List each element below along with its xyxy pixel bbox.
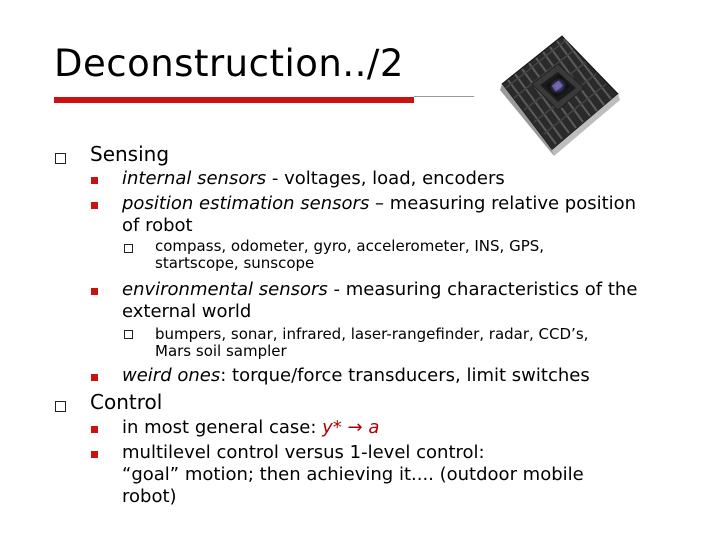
environmental-sensors-term: environmental sensors xyxy=(122,279,328,300)
weird-ones-item xyxy=(122,365,590,387)
bullet-level1-sensing xyxy=(55,153,66,164)
environmental-sub-line2: Mars soil sampler xyxy=(155,342,287,360)
multilevel-line1: multilevel control versus 1-level control: xyxy=(122,442,485,463)
environmental-sub-item xyxy=(155,326,588,360)
weird-ones-term: weird ones xyxy=(122,365,221,386)
bullet-level2-weird xyxy=(91,374,98,381)
position-sensors-item xyxy=(122,193,692,237)
internal-sensors-item xyxy=(122,168,505,190)
position-sub-line2: startscope, sunscope xyxy=(155,254,315,272)
internal-sensors-term: internal sensors xyxy=(122,168,267,189)
camera-sensor-chip-icon xyxy=(492,22,622,158)
bullet-level2-internal xyxy=(91,177,98,184)
bullet-level3-position-sub xyxy=(124,244,133,253)
slide-title: Deconstruction../2 xyxy=(54,42,404,85)
bullet-level3-environmental-sub xyxy=(124,330,133,339)
bullet-level2-environmental xyxy=(91,288,98,295)
arrow-right-icon: → xyxy=(341,417,369,438)
internal-sensors-desc: - voltages, load, encoders xyxy=(266,168,505,189)
bullet-level2-general xyxy=(91,426,98,433)
multilevel-line3: robot) xyxy=(122,486,177,507)
environmental-sub-line1: bumpers, sonar, infrared, laser-rangefinder, radar, CCD’s, xyxy=(155,325,589,343)
position-sensors-desc: – measuring relative position xyxy=(369,193,637,214)
position-sub-item xyxy=(155,238,544,272)
sensing-label: Sensing xyxy=(90,142,170,166)
position-sub-line1: compass, odometer, gyro, accelerometer, INS, GPS, xyxy=(155,237,545,255)
position-sensors-term: position estimation sensors xyxy=(122,193,370,214)
bullet-level2-multilevel xyxy=(91,451,98,458)
title-underline-red xyxy=(54,97,414,103)
general-case-a: a xyxy=(368,417,380,438)
multilevel-line2: “goal” motion; then achieving it.... (outdoor mobile xyxy=(122,464,584,485)
environmental-sensors-item xyxy=(122,279,692,323)
bullet-level1-control xyxy=(55,401,66,412)
bullet-level2-position xyxy=(91,202,98,209)
general-case-y: y* xyxy=(322,417,342,438)
general-case-item xyxy=(122,417,379,439)
multilevel-control-item xyxy=(122,442,584,508)
control-label: Control xyxy=(90,390,163,414)
environmental-sensors-line2: external world xyxy=(122,301,252,322)
environmental-sensors-desc: - measuring characteristics of the xyxy=(327,279,638,300)
general-case-text: in most general case: xyxy=(122,417,323,438)
position-sensors-line2: of robot xyxy=(122,215,193,236)
title-underline-thin xyxy=(414,96,474,97)
weird-ones-desc: : torque/force transducers, limit switches xyxy=(220,365,590,386)
